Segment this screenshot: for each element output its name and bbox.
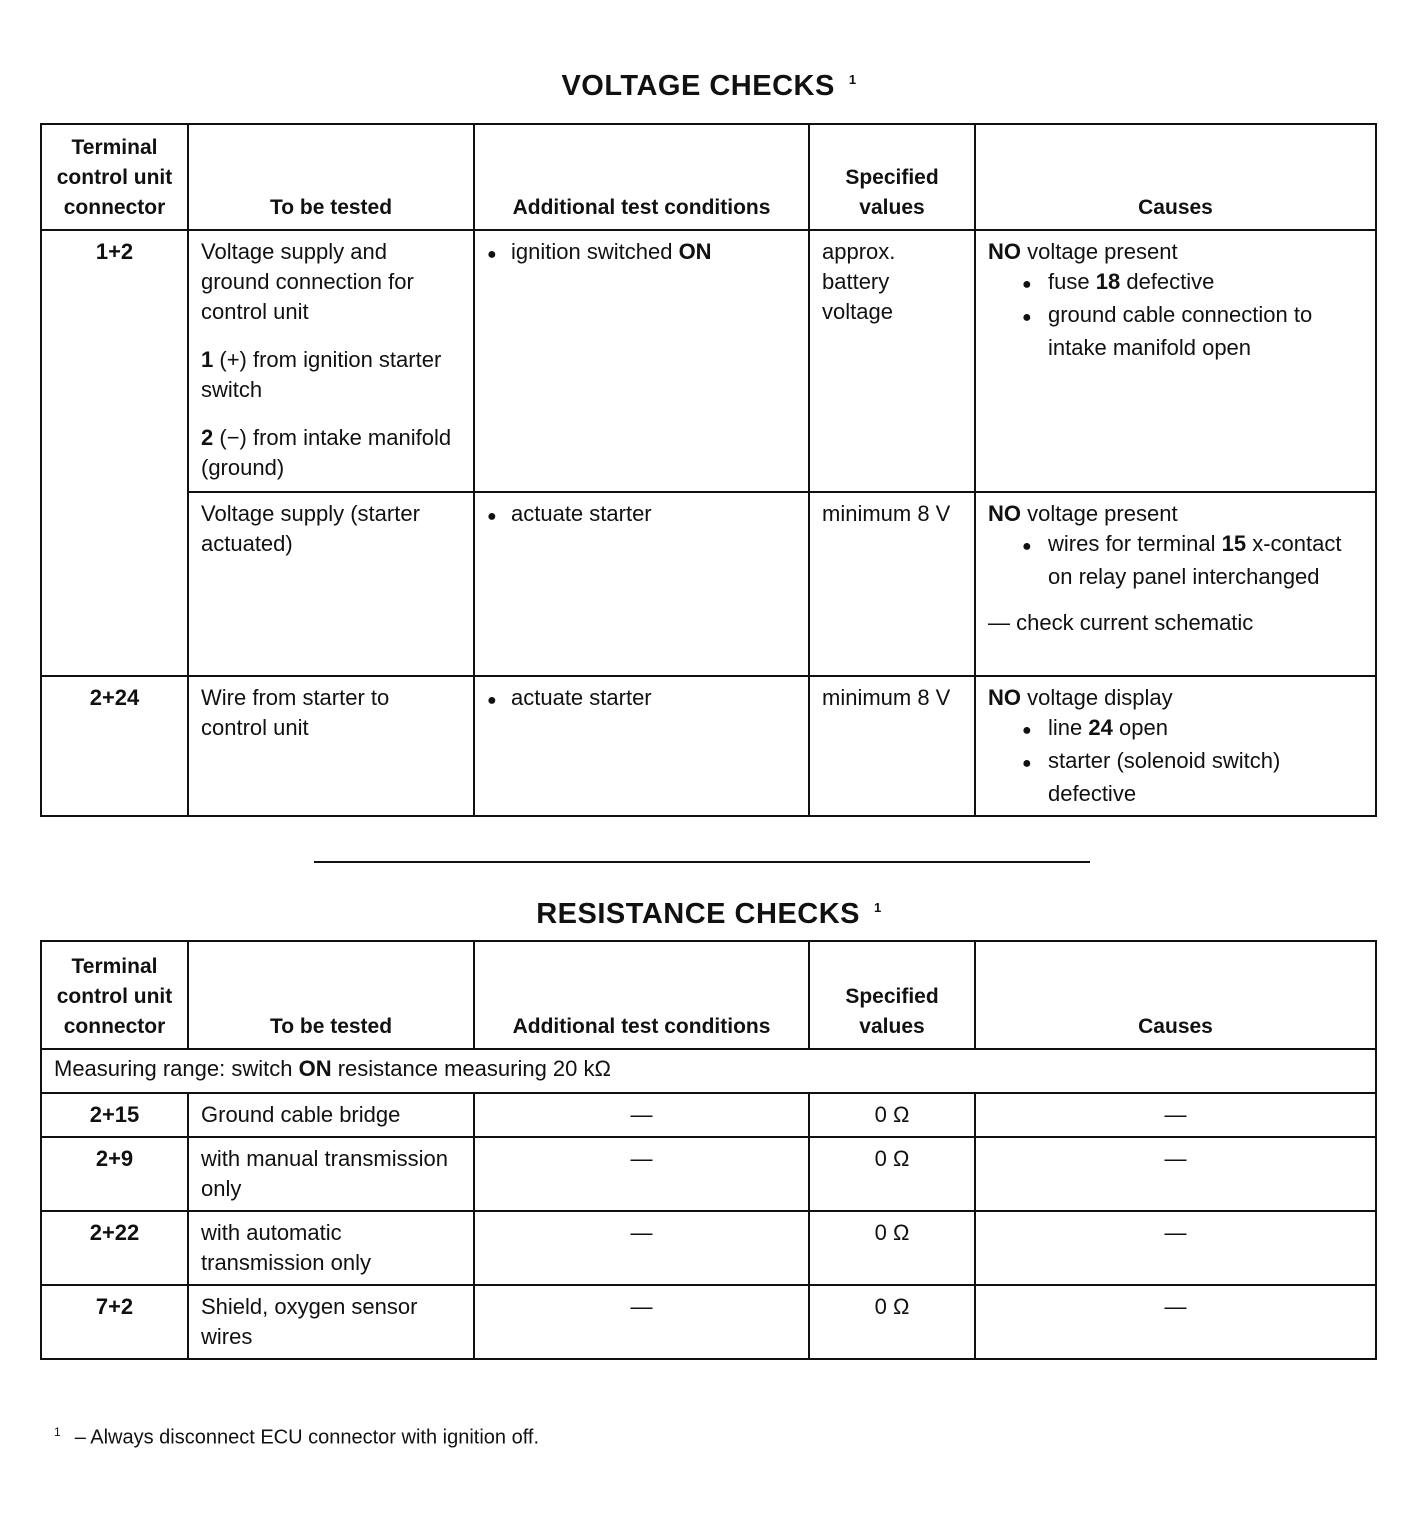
table-row (41, 1137, 1376, 1211)
condition-cell (474, 230, 809, 492)
range-bold: ON (298, 1056, 332, 1081)
footnote (54, 1425, 539, 1450)
cause-number: 24 (1088, 715, 1113, 740)
cause-text: open (1118, 715, 1168, 740)
cause-item: ● ground cable connection to intake manifold open (988, 300, 1363, 363)
to-be-tested-cell: Shield, oxygen sensor wires (188, 1285, 474, 1359)
cause-no: NO (988, 501, 1021, 526)
condition-cell: — (474, 1093, 809, 1137)
cause-heading (988, 499, 1363, 529)
to-be-tested-cell: with automatic transmission only (188, 1211, 474, 1285)
cause-text: fuse (1048, 269, 1090, 294)
condition-text: ignition switched (511, 239, 673, 264)
terminal-cell: 2+22 (41, 1211, 188, 1285)
table-row (41, 1211, 1376, 1285)
cause-text: x-contact on relay panel interchanged (1048, 531, 1342, 589)
condition-cell (474, 676, 809, 816)
cause-note: — check current schematic (988, 610, 1254, 635)
header-causes: Causes (975, 124, 1376, 230)
cause-text: defective (1126, 269, 1215, 294)
causes-cell: — (975, 1211, 1376, 1285)
causes-cell (975, 676, 1376, 816)
section-divider (314, 861, 1090, 863)
to-be-tested-cell (188, 230, 474, 492)
tested-text (201, 345, 461, 405)
to-be-tested-cell: Ground cable bridge (188, 1093, 474, 1137)
table-header-row (41, 124, 1376, 230)
table-header-row (41, 941, 1376, 1049)
to-be-tested-cell: Voltage supply (starter actuated) (188, 492, 474, 676)
condition-item: ● actuate starter (487, 683, 796, 716)
measuring-range-cell (41, 1049, 1376, 1093)
table-row (41, 676, 1376, 816)
spec-cell: 0 Ω (809, 1137, 975, 1211)
terminal-number: 2 (201, 425, 214, 450)
cause-item (988, 529, 1363, 592)
causes-cell (975, 492, 1376, 676)
condition-cell: — (474, 1285, 809, 1359)
range-text: resistance measuring 20 kΩ (337, 1056, 611, 1081)
causes-cell: — (975, 1285, 1376, 1359)
cause-item: ● starter (solenoid switch) defective (988, 746, 1363, 809)
terminal-number: 1 (201, 347, 214, 372)
range-text: Measuring range: switch (54, 1056, 293, 1081)
spec-cell: minimum 8 V (809, 676, 975, 816)
tested-detail: (−) from intake manifold (ground) (201, 425, 452, 480)
cause-number: 18 (1095, 269, 1121, 294)
resistance-checks-title (0, 898, 1418, 931)
condition-bold: ON (678, 239, 712, 264)
header-causes: Causes (975, 941, 1376, 1049)
condition-item (487, 237, 796, 270)
header-to-be-tested: To be tested (188, 124, 474, 230)
table-row (41, 230, 1376, 492)
cause-head-text: voltage present (1027, 239, 1178, 264)
header-conditions: Additional test conditions (474, 941, 809, 1049)
tested-text: Voltage supply and ground connection for control unit (201, 239, 414, 324)
cause-number: 15 (1221, 531, 1247, 556)
cause-text: wires for terminal (1048, 531, 1216, 556)
cause-head-text: voltage present (1027, 501, 1178, 526)
terminal-cell: 7+2 (41, 1285, 188, 1359)
terminal-cell: 2+15 (41, 1093, 188, 1137)
header-specified-values: Specified values (809, 124, 975, 230)
terminal-cell: 2+9 (41, 1137, 188, 1211)
header-specified-values: Specified values (809, 941, 975, 1049)
header-terminal: Terminal control unit connector (41, 941, 188, 1049)
spec-cell: minimum 8 V (809, 492, 975, 676)
condition-cell: — (474, 1137, 809, 1211)
spec-cell: approx. battery voltage (809, 230, 975, 492)
spec-cell: 0 Ω (809, 1211, 975, 1285)
tested-detail: (+) from ignition starter switch (201, 347, 442, 402)
cause-no: NO (988, 239, 1021, 264)
to-be-tested-cell: Wire from starter to control unit (188, 676, 474, 816)
cause-heading (988, 683, 1363, 713)
tested-text (201, 423, 461, 483)
spec-cell: 0 Ω (809, 1093, 975, 1137)
voltage-checks-title (0, 70, 1418, 103)
resistance-title-text: RESISTANCE CHECKS (536, 898, 861, 930)
resistance-footnote-mark: 1 (874, 900, 882, 916)
table-row (41, 1093, 1376, 1137)
voltage-title-text: VOLTAGE CHECKS (561, 70, 835, 102)
cause-item (988, 267, 1363, 300)
spec-cell: 0 Ω (809, 1285, 975, 1359)
resistance-checks-table (40, 940, 1377, 1360)
condition-cell: — (474, 1211, 809, 1285)
table-row (41, 1285, 1376, 1359)
condition-item: ● actuate starter (487, 499, 796, 532)
header-terminal: Terminal control unit connector (41, 124, 188, 230)
cause-text: line (1048, 715, 1083, 740)
causes-cell: — (975, 1137, 1376, 1211)
footnote-mark: 1 (54, 1425, 61, 1439)
cause-item (988, 713, 1363, 746)
cause-no: NO (988, 685, 1021, 710)
condition-cell (474, 492, 809, 676)
header-to-be-tested: To be tested (188, 941, 474, 1049)
cause-heading (988, 237, 1363, 267)
terminal-cell: 2+24 (41, 676, 188, 816)
header-conditions: Additional test conditions (474, 124, 809, 230)
measuring-range-row (41, 1049, 1376, 1093)
causes-cell: — (975, 1093, 1376, 1137)
cause-head-text: voltage display (1027, 685, 1173, 710)
causes-cell (975, 230, 1376, 492)
footnote-text: – Always disconnect ECU connector with ignition off. (74, 1426, 540, 1449)
table-row (41, 492, 1376, 676)
to-be-tested-cell: with manual transmission only (188, 1137, 474, 1211)
terminal-cell: 1+2 (41, 230, 188, 676)
voltage-checks-table (40, 123, 1377, 817)
voltage-footnote-mark: 1 (848, 72, 857, 88)
